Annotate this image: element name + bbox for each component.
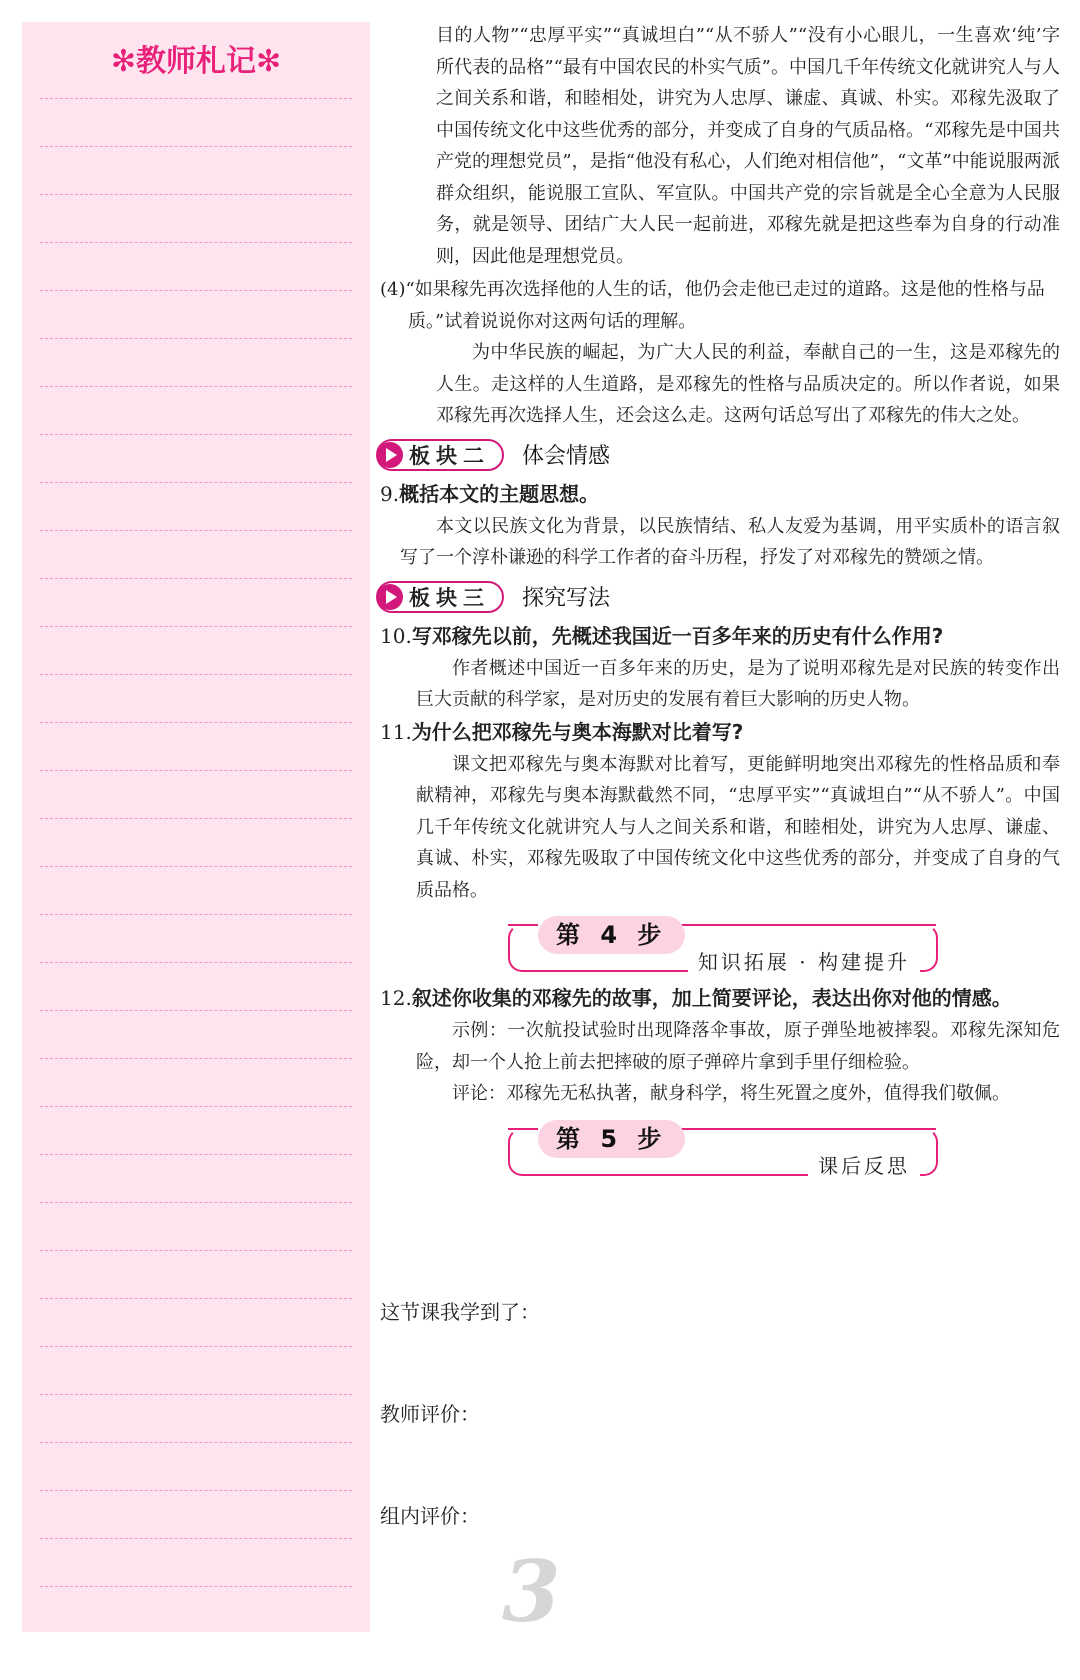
- page-number: 3: [502, 1542, 561, 1641]
- reflect-learned-label: 这节课我学到了：: [380, 1300, 540, 1324]
- note-line: [40, 1442, 352, 1443]
- question-4-answer: 为中华民族的崛起，为广大人民的利益，奉献自己的一生，这是邓稼先的人生。走这样的人生道路，是邓稼先的性格与品质决定的。所以作者说，如果邓稼先再次选择人生，还会这么走。这两句话总写出了邓稼先的伟大之处。: [436, 342, 1060, 426]
- note-line: [40, 290, 352, 291]
- question-11-text: 为什么把邓稼先与奥本海默对比着写?: [411, 719, 744, 744]
- question-9-answer: 本文以民族文化为背景，以民族情结、私人友爱为基调，用平实质朴的语言叙写了一个淳朴谦逊的科学工作者的奋斗历程，抒发了对邓稼先的赞颂之情。: [400, 515, 1060, 568]
- question-12-example: 示例：一次航投试验时出现降落伞事故，原子弹坠地被摔裂。邓稼先深知危险，却一个人抢上前去把摔破的原子弹碎片拿到手里仔细检验。: [416, 1020, 1060, 1073]
- question-10-answer: 作者概述中国近一百多年来的历史，是为了说明邓稼先是对民族的转变作出巨大贡献的科学家，是对历史的发展有着巨大影响的历史人物。: [416, 657, 1060, 710]
- question-10-text: 写邓稼先以前，先概述我国近一百多年来的历史有什么作用?: [411, 623, 944, 648]
- note-line: [40, 1298, 352, 1299]
- note-line: [40, 1058, 352, 1059]
- question-10: [380, 620, 1060, 653]
- note-line: [40, 98, 352, 99]
- note-line: [40, 482, 352, 483]
- step-4-label: 第 4 步: [538, 916, 685, 954]
- step-5-label: 第 5 步: [538, 1120, 685, 1158]
- block-2-title: 体会情感: [522, 444, 611, 469]
- note-line: [40, 866, 352, 867]
- note-line: [40, 674, 352, 675]
- block-3-title: 探究写法: [522, 586, 611, 611]
- question-12: [380, 982, 1060, 1015]
- play-triangle-icon: [377, 584, 403, 610]
- note-line: [40, 434, 352, 435]
- step-4-banner: [380, 916, 1060, 978]
- question-10-number: 10.: [380, 623, 412, 648]
- note-line: [40, 194, 352, 195]
- note-line: [40, 1250, 352, 1251]
- note-line: [40, 626, 352, 627]
- question-11: [380, 716, 1060, 749]
- main-content: [380, 20, 1060, 1186]
- block-2-label: 板块二: [409, 443, 490, 468]
- teacher-notes-sidebar: [22, 22, 370, 1632]
- step-4-subtitle: 知识拓展 · 构建提升: [688, 946, 920, 975]
- group-evaluation-label: 组内评价：: [380, 1504, 480, 1528]
- note-line: [40, 914, 352, 915]
- question-9-number: 9.: [380, 481, 400, 506]
- note-line: [40, 578, 352, 579]
- note-line: [40, 1490, 352, 1491]
- question-12-text: 叙述你收集的邓稼先的故事，加上简要评论，表达出你对他的情感。: [411, 986, 1012, 1010]
- question-11-answer: 课文把邓稼先与奥本海默对比着写，更能鲜明地突出邓稼先的性格品质和奉献精神，邓稼先与奥本海默截然不同，“忠厚平实”“真诚坦白”“从不骄人”。中国几千年传统文化就讲究人与人之间关系和谐，和睦相处，讲究为人忠厚、谦虚、真诚、朴实，邓稼先吸取了中国传统文化中这些优秀的部分，并变成了自身的气质品格。: [416, 753, 1060, 901]
- question-4-text: (4)“如果稼先再次选择他的人生的话，他仍会走他已走过的道路。这是他的性格与品质。”试着说说你对这两句话的理解。: [380, 279, 1045, 332]
- block-2-tag: [376, 439, 504, 471]
- block-3-header: [376, 578, 1060, 616]
- block-3-label: 板块三: [409, 585, 490, 610]
- note-line: [40, 1010, 352, 1011]
- note-line: [40, 1346, 352, 1347]
- sidebar-title: ✻教师札记✻: [110, 44, 282, 79]
- block-3-tag: [376, 581, 504, 613]
- teacher-evaluation-label: 教师评价：: [380, 1402, 480, 1426]
- block-2-header: [376, 436, 1060, 474]
- question-12-number: 12.: [380, 986, 412, 1010]
- question-9-text: 概括本文的主题思想。: [399, 481, 600, 506]
- step-5-banner: [380, 1120, 1060, 1182]
- note-line: [40, 1394, 352, 1395]
- note-line: [40, 962, 352, 963]
- note-line: [40, 242, 352, 243]
- note-line: [40, 1586, 352, 1587]
- question-4: [380, 274, 1060, 337]
- note-line: [40, 1202, 352, 1203]
- question-11-number: 11.: [380, 719, 412, 744]
- question-12-comment: 评论：邓稼先无私执著，献身科学，将生死置之度外，值得我们敬佩。: [452, 1083, 1010, 1104]
- note-line: [40, 530, 352, 531]
- play-triangle-icon: [377, 442, 403, 468]
- note-line: [40, 1154, 352, 1155]
- step-5-subtitle: 课后反思: [808, 1150, 920, 1179]
- note-line: [40, 818, 352, 819]
- note-line: [40, 770, 352, 771]
- note-line: [40, 1538, 352, 1539]
- note-line: [40, 338, 352, 339]
- note-line: [40, 386, 352, 387]
- note-line: [40, 1106, 352, 1107]
- continued-answer: 目的人物”“忠厚平实”“真诚坦白”“从不骄人”“没有小心眼儿，一生喜欢‘纯’字所代表的品格”“最有中国农民的朴实气质”。中国几千年传统文化就讲究人与人之间关系和谐，和睦相处，讲究为人忠厚、谦虚、真诚、朴实。邓稼先汲取了中国传统文化中这些优秀的部分，并变成了自身的气质品格。“邓稼先是中国共产党的理想党员”，是指“他没有私心，人们绝对相信他”，“文革”中能说服两派群众组织，能说服工宣队、军宣队。中国共产党的宗旨就是全心全意为人民服务，就是领导、团结广大人民一起前进，邓稼先就是把这些奉为自身的行动准则，因此他是理想党员。: [436, 25, 1060, 267]
- note-line: [40, 722, 352, 723]
- note-line: [40, 146, 352, 147]
- question-9: [380, 478, 1060, 511]
